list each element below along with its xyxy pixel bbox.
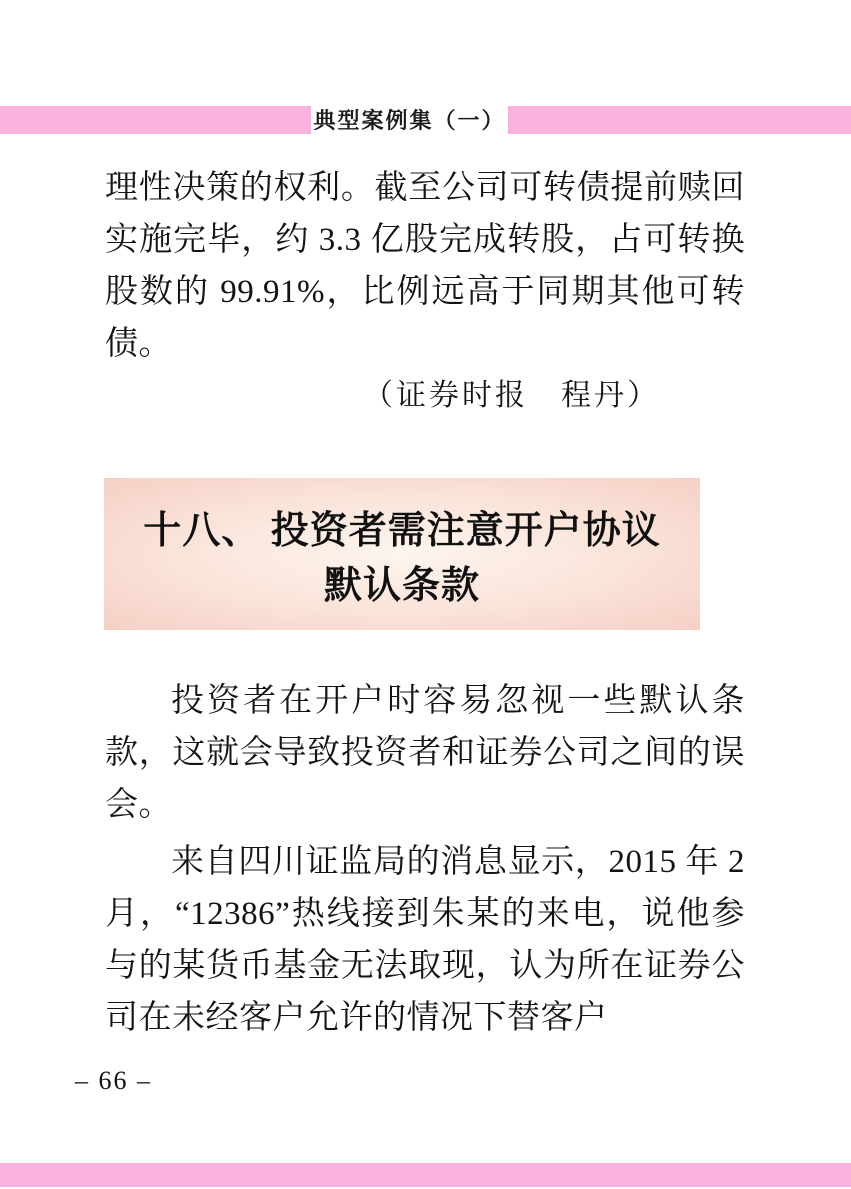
header-bar-left-strip [0,106,311,134]
header-bar-right-strip [508,106,851,134]
footer-bar [0,1163,851,1187]
body-paragraph-2: 来自四川证监局的消息显示，2015 年 2 月，“12386”热线接到朱某的来电，说他参与的某货币基金无法取现，认为所在证券公司在未经客户允许的情况下替客户 [105,844,745,1036]
section-heading-block [104,478,700,630]
body-paragraph-1: 投资者在开户时容易忽视一些默认条款，这就会导致投资者和证券公司之间的误会。 [105,683,745,823]
body-paragraph-continuation: 理性决策的权利。截至公司可转债提前赎回实施完毕，约 3.3 亿股完成转股，占可转换股数的 99.91%，比例远高于同期其他可转债。 [105,170,745,362]
section-heading-line1: 十八、 投资者需注意开户协议 [143,510,661,552]
running-head-title: 典型案例集（一） [311,106,508,134]
attribution: （证券时报 程丹） [363,379,660,412]
page-number: – 66 – [75,1066,152,1095]
header-bar [0,106,851,134]
section-heading-line2: 默认条款 [323,565,480,607]
